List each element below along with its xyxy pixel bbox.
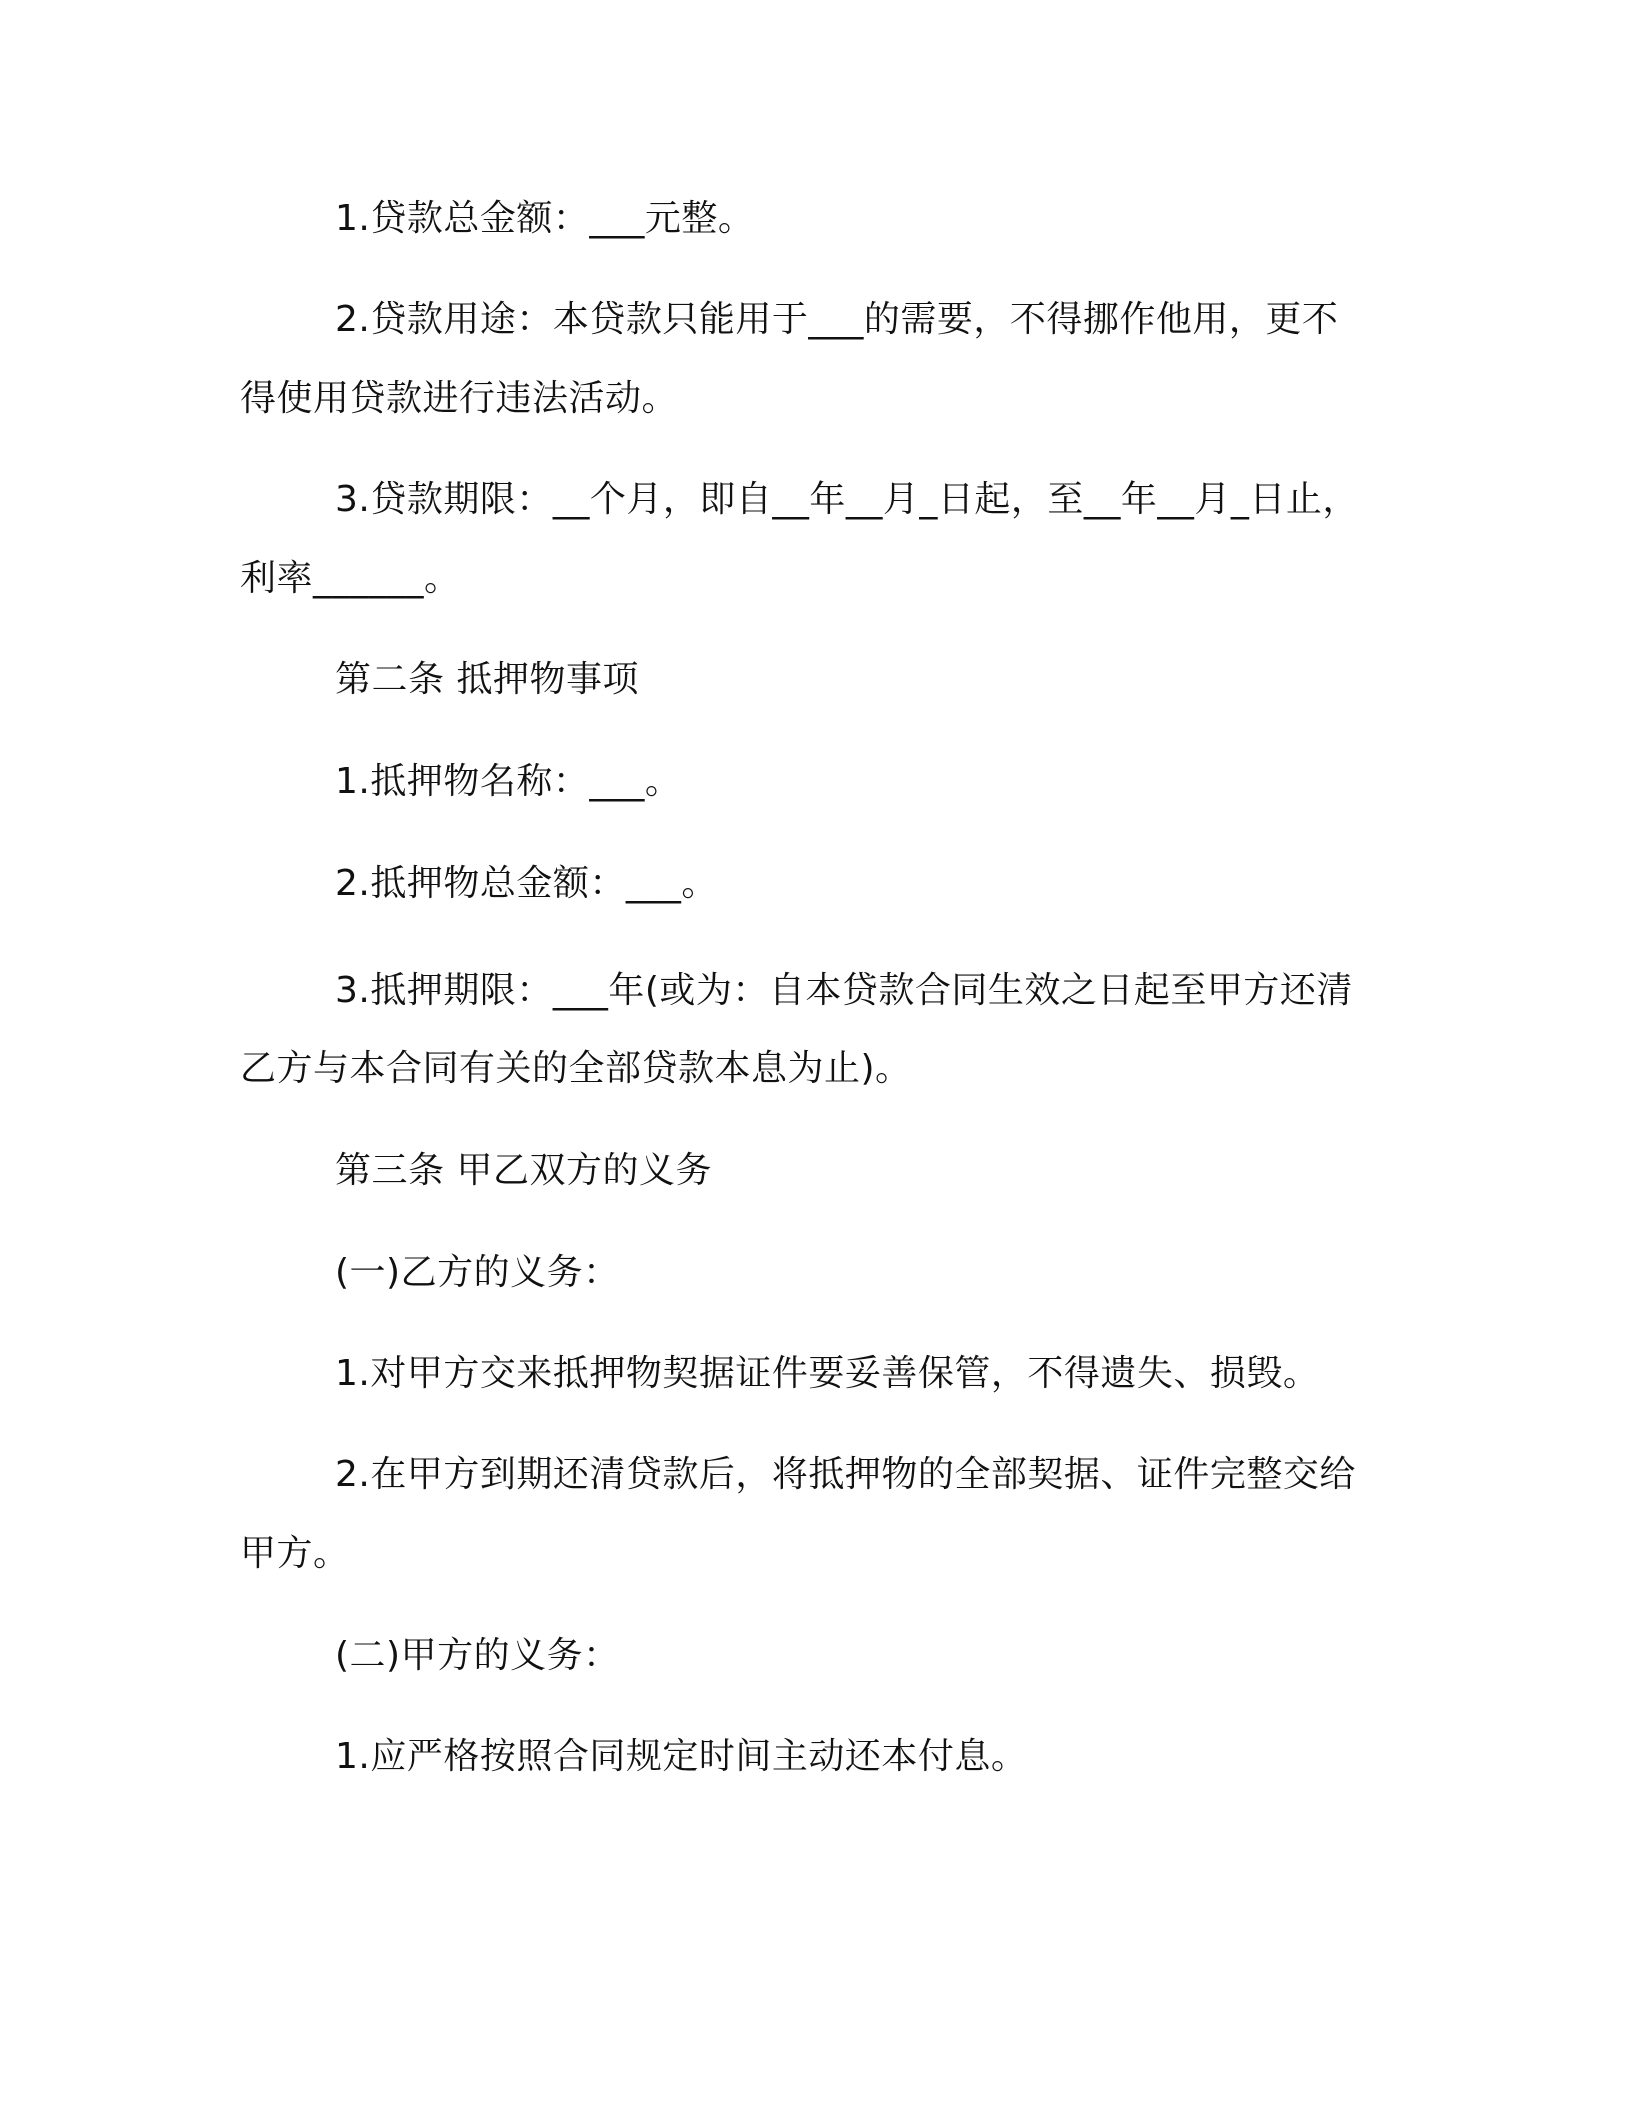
- loan-term-line: 3.贷款期限：__个月，即自__年__月_日起，至__年__月_日止，: [335, 479, 1359, 520]
- party-a-obligation-1: 1.应严格按照合同规定时间主动还本付息。: [335, 1736, 1028, 1777]
- mortgage-term-line: 3.抵押期限：___年(或为：自本贷款合同生效之日起至甲方还清: [335, 970, 1353, 1011]
- party-a-obligations-heading: (二)甲方的义务：: [335, 1635, 620, 1676]
- party-b-obligation-2-continuation: 甲方。: [240, 1533, 350, 1574]
- party-b-obligation-1: 1.对甲方交来抵押物契据证件要妥善保管，不得遗失、损毁。: [335, 1353, 1320, 1394]
- article-two-heading: 第二条 抵押物事项: [335, 659, 639, 700]
- collateral-name-line: 1.抵押物名称：___。: [335, 761, 682, 802]
- party-b-obligations-heading: (一)乙方的义务：: [335, 1252, 620, 1293]
- loan-purpose-line: 2.贷款用途：本贷款只能用于___的需要，不得挪作他用，更不: [335, 299, 1339, 340]
- article-three-heading: 第三条 甲乙双方的义务: [335, 1150, 712, 1191]
- loan-amount-line: 1.贷款总金额：___元整。: [335, 198, 755, 239]
- loan-purpose-continuation: 得使用贷款进行违法活动。: [240, 378, 679, 419]
- party-b-obligation-2: 2.在甲方到期还清贷款后，将抵押物的全部契据、证件完整交给: [335, 1454, 1356, 1495]
- collateral-value-line: 2.抵押物总金额：___。: [335, 863, 718, 904]
- mortgage-term-continuation: 乙方与本合同有关的全部贷款本息为止)。: [240, 1048, 912, 1089]
- interest-rate-line: 利率______。: [240, 558, 461, 599]
